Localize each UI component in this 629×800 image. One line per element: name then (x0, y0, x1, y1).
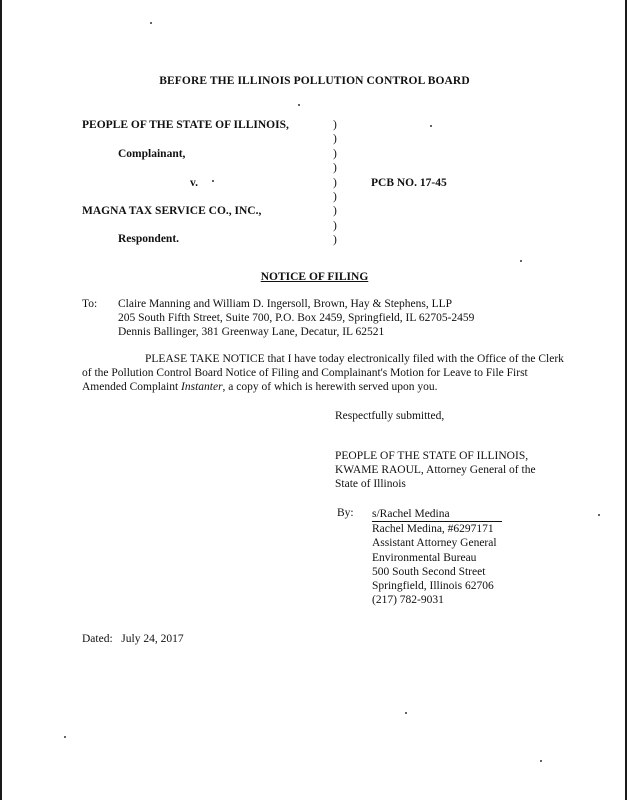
scan-speck (212, 180, 214, 182)
attorney-line: Assistant Attorney General (372, 537, 497, 550)
notice-body (82, 352, 564, 394)
notice-heading: NOTICE OF FILING (260, 271, 369, 283)
party-line: KWAME RAOUL, Attorney General of the (335, 464, 536, 476)
recipient-list (118, 297, 474, 339)
attorney-line: Environmental Bureau (372, 551, 477, 564)
body-text: , a copy of which is herewith served upon you. (222, 381, 438, 393)
scan-edge-right (625, 0, 627, 800)
scan-speck (520, 260, 522, 262)
recipient-line: Dennis Ballinger, 381 Greenway Lane, Decatur, IL 62521 (118, 326, 385, 338)
dated-value: July 24, 2017 (121, 633, 184, 645)
scan-speck (150, 22, 152, 24)
defendant-role: Respondent. (118, 233, 180, 245)
scan-speck (298, 104, 300, 106)
body-line: PLEASE TAKE NOTICE that I have today electronically filed with the Office of the Clerk (145, 353, 564, 365)
body-italic-term: Instanter (181, 381, 223, 393)
scan-speck (405, 712, 407, 714)
attorney-line: Rachel Medina, #6297171 (372, 523, 494, 536)
attorney-line: 500 South Second Street (372, 565, 486, 578)
scan-speck (598, 514, 600, 516)
closing-salutation: Respectfully submitted, (335, 410, 445, 422)
scan-speck (64, 736, 66, 738)
case-number: PCB NO. 17-45 (371, 177, 447, 189)
plaintiff-role: Complainant, (118, 148, 186, 160)
attorney-line: Springfield, Illinois 62706 (372, 580, 494, 593)
attorney-block (372, 507, 502, 607)
plaintiff-name: PEOPLE OF THE STATE OF ILLINOIS, (82, 119, 289, 131)
versus-label: v. (190, 177, 198, 189)
dated-line (82, 632, 184, 646)
caption-parentheses: ) ) ) ) ) ) ) ) ) (333, 119, 337, 247)
to-label: To: (82, 298, 98, 310)
recipient-line: 205 South Fifth Street, Suite 700, P.O. Box 2459, Springfield, IL 62705-2459 (118, 312, 475, 324)
party-block (335, 449, 536, 491)
party-line: State of Illinois (335, 478, 406, 490)
party-line: PEOPLE OF THE STATE OF ILLINOIS, (335, 450, 529, 462)
electronic-signature: s/Rachel Medina (372, 507, 502, 522)
scan-edge-left (0, 0, 2, 800)
by-label: By: (337, 507, 354, 519)
scan-speck (430, 125, 432, 127)
body-line (82, 380, 552, 394)
attorney-line: (217) 782-9031 (372, 594, 444, 607)
recipient-line: Claire Manning and William D. Ingersoll, Brown, Hay & Stephens, LLP (118, 298, 453, 310)
defendant-name: MAGNA TAX SERVICE CO., INC., (82, 205, 262, 217)
body-line: of the Pollution Control Board Notice of Filing and Complainant's Motion for Leave to File First (82, 367, 528, 379)
board-title: BEFORE THE ILLINOIS POLLUTION CONTROL BOARD (159, 75, 470, 87)
dated-label: Dated: (82, 633, 113, 645)
scan-speck (540, 760, 542, 762)
body-text: Amended Complaint (82, 381, 182, 393)
